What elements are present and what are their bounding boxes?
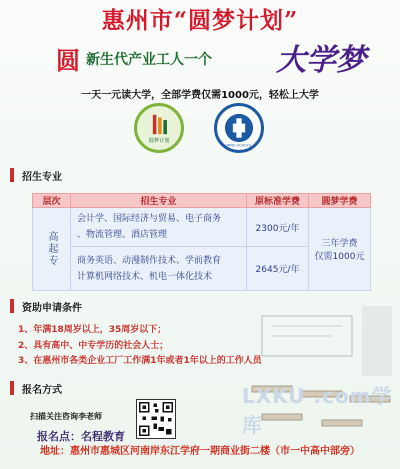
dream-fee-line: 三年学费 — [321, 239, 358, 249]
majors-cell — [71, 208, 247, 247]
page-title: 惠州市“圆梦计划” — [101, 7, 299, 34]
aid-section-title: 资助申请条件 — [10, 299, 82, 313]
address-text: 地址：惠州市惠城区河南岸东江学府一期商业街二楼（市一中高中部旁） — [40, 446, 360, 457]
school-logo-icon — [214, 103, 264, 153]
yuan-character: 圆 — [56, 46, 80, 75]
majors-line: 商务英语、动漫制作技术、学前教育 — [77, 255, 222, 266]
dream-fee-cell — [309, 208, 371, 291]
condition-item: 2、具有高中、中专学历的社会人士； — [18, 341, 169, 351]
qr-label: 扫描关注咨询李老师 — [30, 412, 102, 421]
university-dream-word: 大学梦 — [276, 43, 366, 78]
header-level: 层次 — [33, 194, 71, 208]
table-header-row — [33, 194, 371, 208]
original-fee-cell: 2645元/年 — [247, 247, 309, 291]
signup-section-title: 报名方式 — [10, 381, 62, 395]
majors-line: 会计学、国际经济与贸易、电子商务 — [77, 214, 222, 224]
header-dream-fee: 圆梦学费 — [309, 194, 371, 208]
dream-plan-logo-text: 圆梦计划 — [148, 138, 170, 145]
tagline: 一天一元读大学，全部学费仅需1000元，轻松上大学 — [81, 90, 319, 101]
dream-fee-line: 仅需1000元 — [314, 252, 365, 262]
school-logo-text: MING SCHOOL — [226, 143, 252, 148]
level-cell: 高起专 — [33, 208, 71, 291]
watermark: LXKU .com学库 — [242, 384, 393, 437]
majors-section-title: 招生专业 — [10, 168, 62, 182]
header-original-fee: 原标准学费 — [247, 194, 309, 208]
dream-plan-logo-icon — [134, 103, 184, 153]
table-row — [33, 208, 371, 247]
subtitle-row — [0, 41, 400, 78]
condition-item: 3、在惠州市各类企业工厂工作满1年或者1年以上的工作人员 — [18, 356, 262, 366]
qr-code-icon[interactable] — [136, 399, 176, 439]
subtitle: 新生代产业工人一个 — [86, 52, 212, 68]
condition-item: 1、年满18周岁以上，35周岁以下； — [18, 325, 167, 335]
majors-line: 计算机网络技术、机电一体化技术 — [77, 271, 213, 282]
majors-cell — [71, 247, 247, 291]
original-fee-cell: 2300元/年 — [247, 208, 309, 247]
signup-place: 报名点：名程教育 — [37, 430, 125, 443]
majors-line: 、物流管理、酒店管理 — [77, 230, 168, 240]
header-major: 招生专业 — [71, 194, 247, 208]
majors-table — [32, 193, 371, 291]
